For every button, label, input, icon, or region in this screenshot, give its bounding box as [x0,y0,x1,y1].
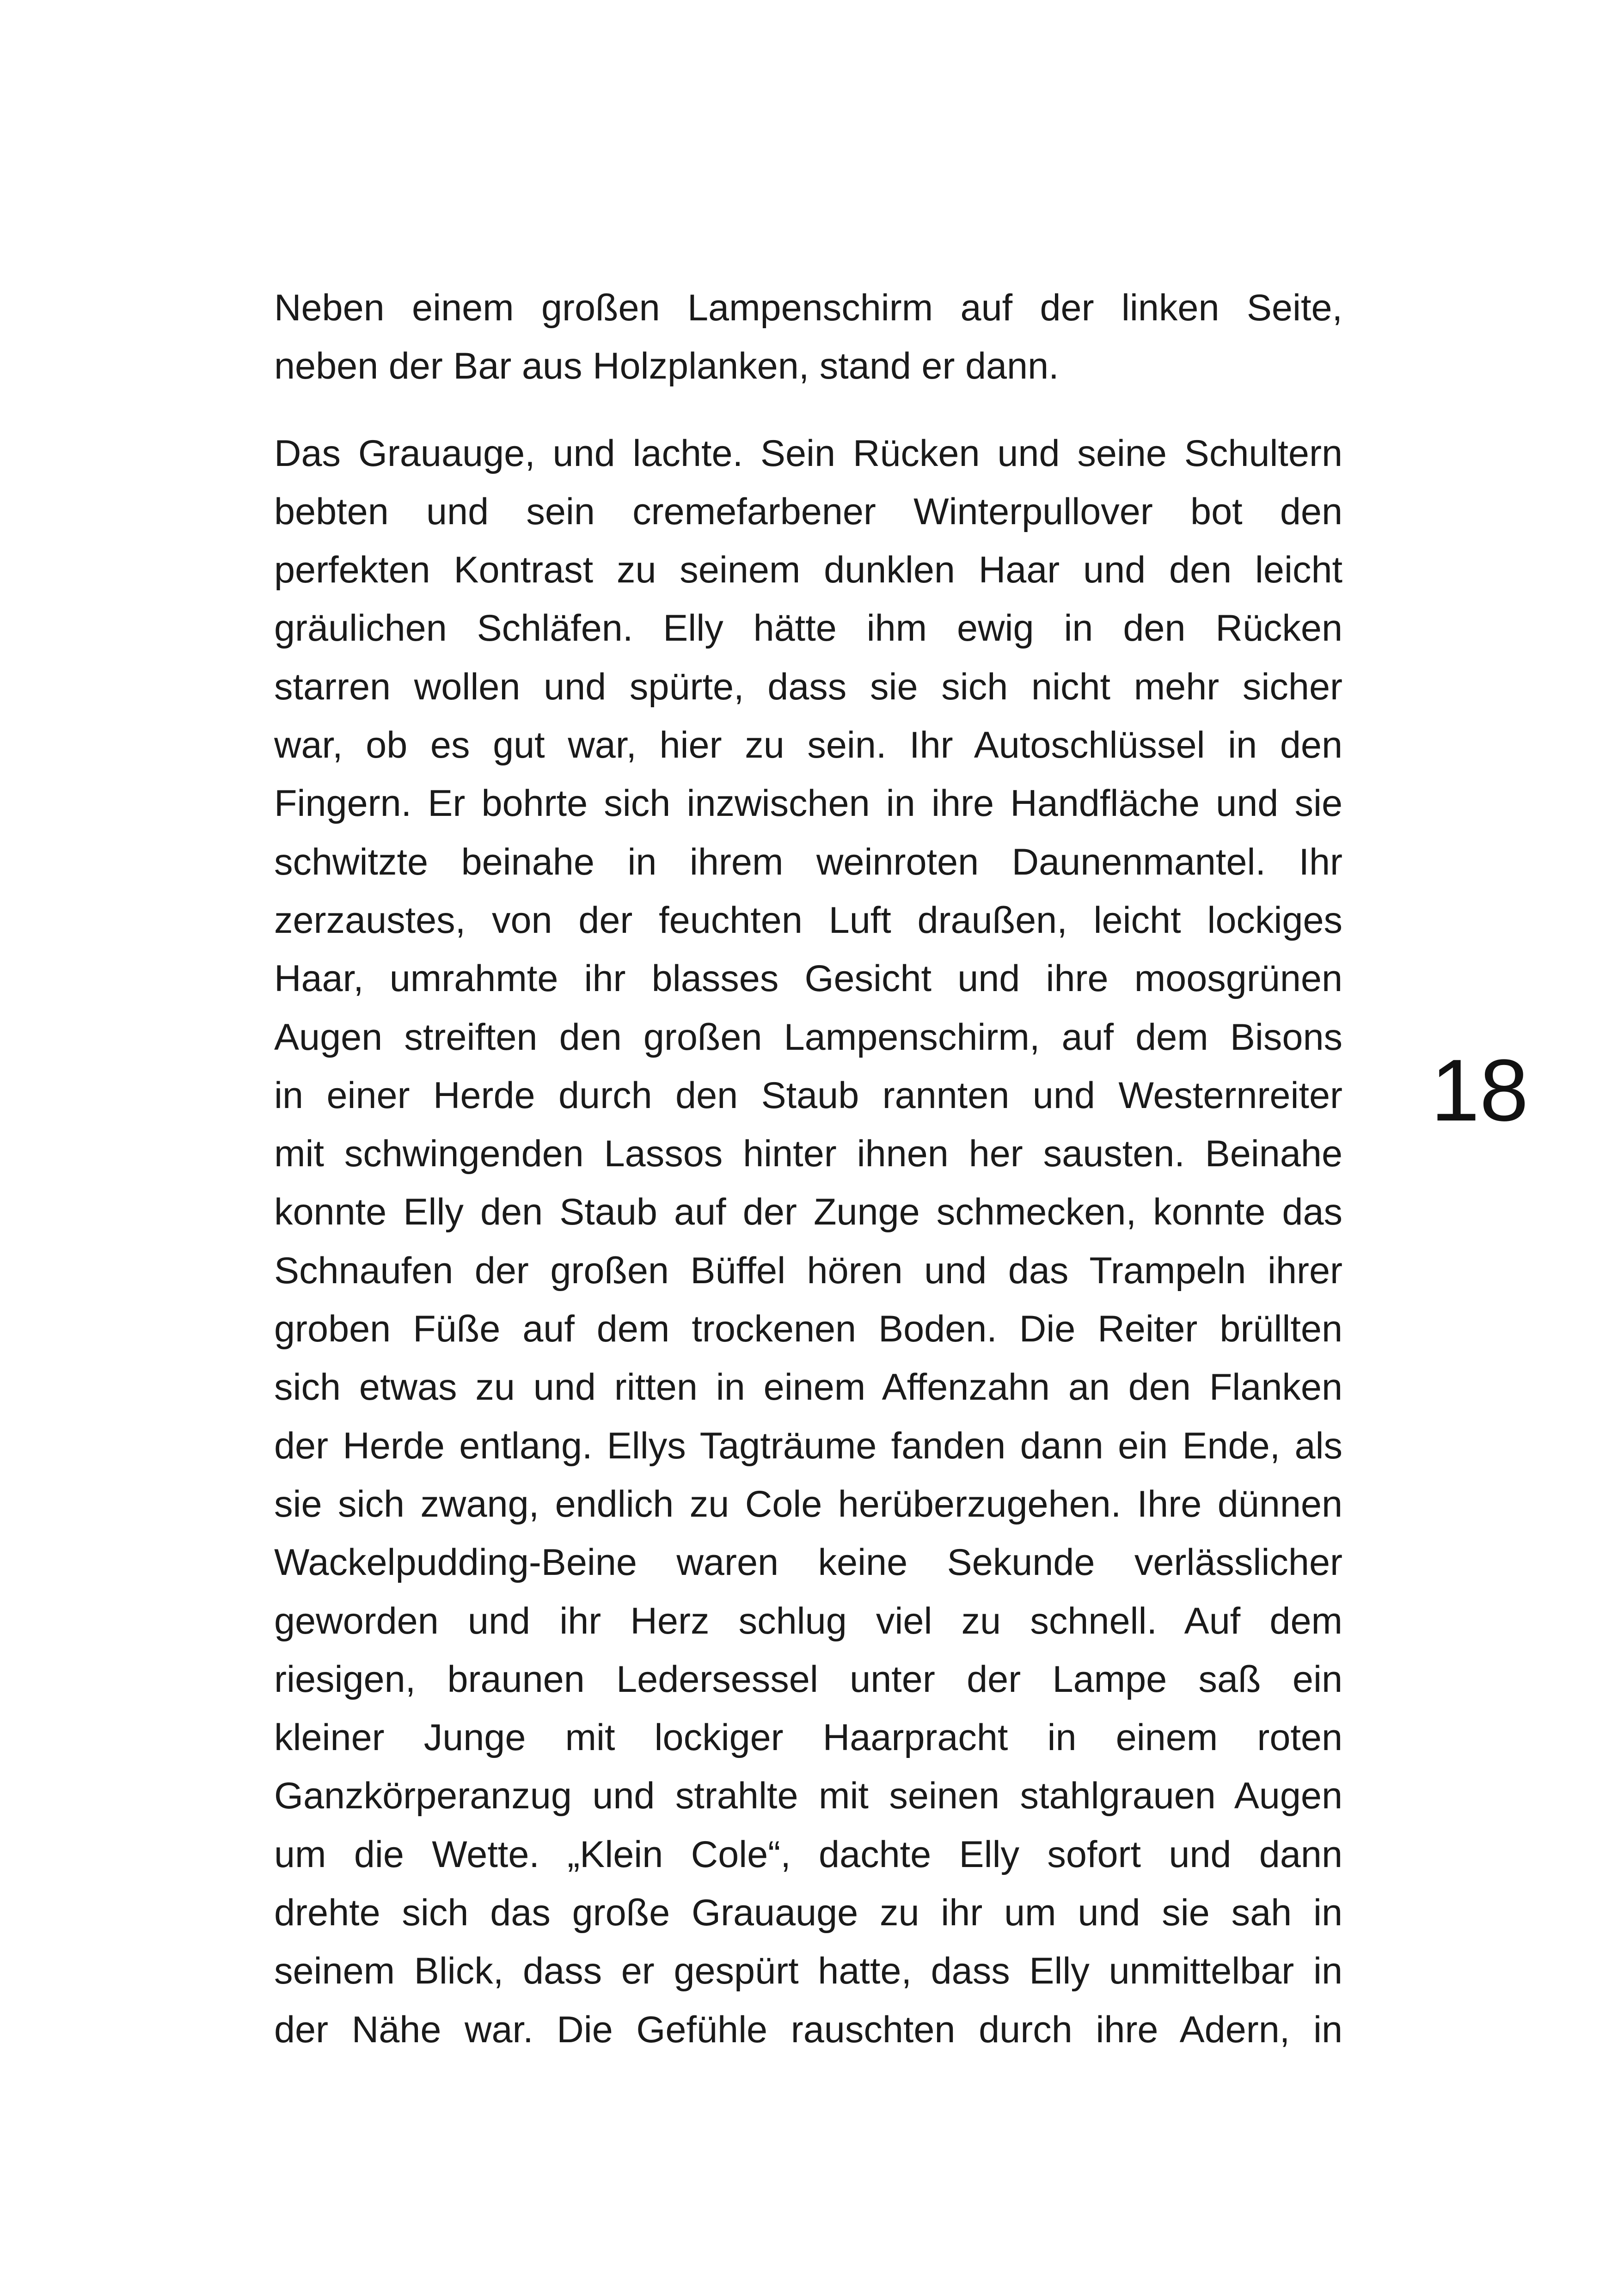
text-line: schwitzte beinahe in ihrem weinroten Daunenmantel. Ihr [274,841,1342,883]
text-line: Ganzkörperanzug und strahlte mit seinen stahlgrauen Augen [274,1775,1342,1817]
text-line: sich etwas zu und ritten in einem Affenzahn an den Flanken [274,1366,1342,1408]
paragraph [274,424,1342,2059]
text-line: drehte sich das große Grauauge zu ihr um und sie sah in [274,1892,1342,1934]
text-line: zerzaustes, von der feuchten Luft draußen, leicht lockiges [274,899,1342,941]
text-line: riesigen, braunen Ledersessel unter der Lampe saß ein [274,1658,1342,1700]
text-line: starren wollen und spürte, dass sie sich nicht mehr sicher [274,666,1342,708]
text-line: groben Füße auf dem trockenen Boden. Die Reiter brüllten [274,1308,1342,1350]
text-line: Neben einem großen Lampenschirm auf der linken Seite, [274,287,1342,329]
text-line: der Nähe war. Die Gefühle rauschten durch ihre Adern, in [274,2008,1342,2051]
text-line: Fingern. Er bohrte sich inzwischen in ihre Handfläche und sie [274,783,1342,825]
text-line: Augen streiften den großen Lampenschirm, auf dem Bisons [274,1016,1342,1058]
text-line: der Herde entlang. Ellys Tagträume fanden dann ein Ende, als [274,1425,1342,1467]
text-line: Wackelpudding-Beine waren keine Sekunde verlässlicher [274,1542,1342,1584]
paragraph [274,279,1342,396]
text-line: Schnaufen der großen Büffel hören und das Trampeln ihrer [274,1249,1342,1292]
page-number: 18 [1431,1041,1529,1139]
text-line: kleiner Junge mit lockiger Haarpracht in einem roten [274,1717,1342,1759]
text-line: konnte Elly den Staub auf der Zunge schmecken, konnte das [274,1191,1342,1233]
text-line: war, ob es gut war, hier zu sein. Ihr Autoschlüssel in den [274,724,1342,766]
text-line: geworden und ihr Herz schlug viel zu schnell. Auf dem [274,1600,1342,1642]
text-line: Haar, umrahmte ihr blasses Gesicht und ihre moosgrünen [274,958,1342,1000]
text-line: gräulichen Schläfen. Elly hätte ihm ewig in den Rücken [274,607,1342,649]
text-line: sie sich zwang, endlich zu Cole herüberzugehen. Ihre dünnen [274,1483,1342,1525]
text-line: mit schwingenden Lassos hinter ihnen her sausten. Beinahe [274,1133,1342,1175]
text-line: um die Wette. „Klein Cole“, dachte Elly sofort und dann [274,1833,1342,1875]
text-line: neben der Bar aus Holzplanken, stand er dann. [274,345,1059,387]
text-block [274,279,1342,2088]
text-line: Das Grauauge, und lachte. Sein Rücken und seine Schultern [274,432,1342,474]
text-line: seinem Blick, dass er gespürt hatte, dass Elly unmittelbar in [274,1950,1342,1992]
text-line: in einer Herde durch den Staub rannten und Westernreiter [274,1074,1342,1116]
text-line: bebten und sein cremefarbener Winterpullover bot den [274,490,1342,533]
text-line: perfekten Kontrast zu seinem dunklen Haar und den leicht [274,549,1342,591]
